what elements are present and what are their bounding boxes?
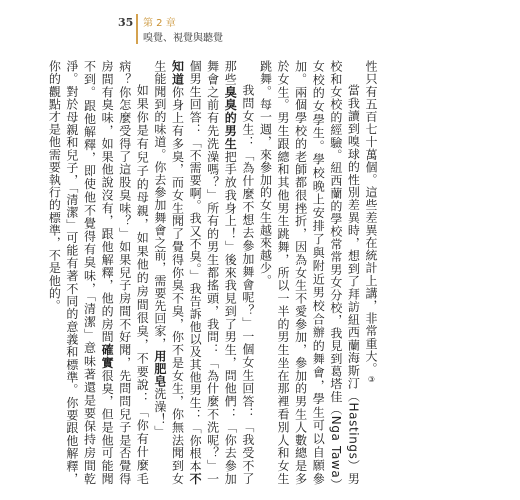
text-run: 把手放我身上！」後來我見到了男生，問他們：「你去參加舞會之前有先洗澡嗎？」所有的男生都搖頭，我問：「為什麼不洗呢？」一個男生回答：「不需要啊。我又不臭。」我告訴他以及其他男生：「你根本: [188, 60, 238, 485]
chapter-label: 第 2 章: [143, 18, 176, 29]
header-divider: [136, 14, 138, 44]
text-run: 你身上有多臭，而女生聞了覺得你臭不臭，你不是女生，你無法聞到女生能聞到的味道。你去參加舞會之前，需要先回家，: [152, 60, 185, 485]
paragraph: [45, 60, 151, 485]
text-run: 如果你是有兒子的母親，如果他的房間很臭，不要說：「你有什麼毛病？你怎麼受得了這股臭味？」如果兒子房間不好聞，先問問兒子是否覺得房間有臭味，如果他說沒有，跟他解釋，他的房間: [100, 60, 150, 485]
emphasis-text: 不知道: [170, 60, 203, 485]
text-run: 性只有五百七十萬個。這些差異在統計上講，非常重大。: [364, 60, 378, 375]
chapter-title: 嗅覺、視覺與聽覺: [143, 33, 223, 44]
emphasis-text: 臭臭的男生: [223, 85, 238, 151]
paragraph: [150, 60, 256, 485]
footnote-marker: ③: [367, 375, 376, 385]
body-text: [47, 60, 380, 486]
text-run: 當我讀到嗅球的性別差異時，想到了拜訪紐西蘭海斯汀（Hastings）男校和女校的經驗。紐西蘭的學校常常男女分校，我見到葛塔佳（Nga Tawa）女校的女學生。學校晚上安排了與附近男校合辦的舞會，學生可以自願參加。兩個學校的老師都很挫折，因為女生不愛參加，參加的男生人數總是多於女生。男生跟總和其他男生跳舞，所以一半的男生坐在那裡看別人和女生跳舞。每一週，來參加的女生越來越少。: [258, 60, 361, 485]
text-run: 洗澡！」: [152, 387, 167, 439]
paragraph: [361, 60, 380, 485]
page-header: [0, 0, 520, 60]
page-number: 35: [118, 16, 134, 29]
emphasis-text: 確實: [100, 343, 115, 370]
paragraph: [256, 60, 362, 485]
emphasis-text: 用肥皂: [152, 349, 167, 388]
text-run: 我問女生：「為什麼不想去參加舞會呢？」一個女生回答：「我受不了那些: [223, 60, 255, 485]
text-run: 很臭，但是他可能聞不到。跟他解釋，即使他不覺得有臭味，「清潔」意味著還是要保持房間乾淨。對於母親和兒子，「清潔」可能有著不同的意義和標準。你要跟他解釋，你的觀點才是他需要執行的標準，不是他的。: [47, 60, 115, 486]
